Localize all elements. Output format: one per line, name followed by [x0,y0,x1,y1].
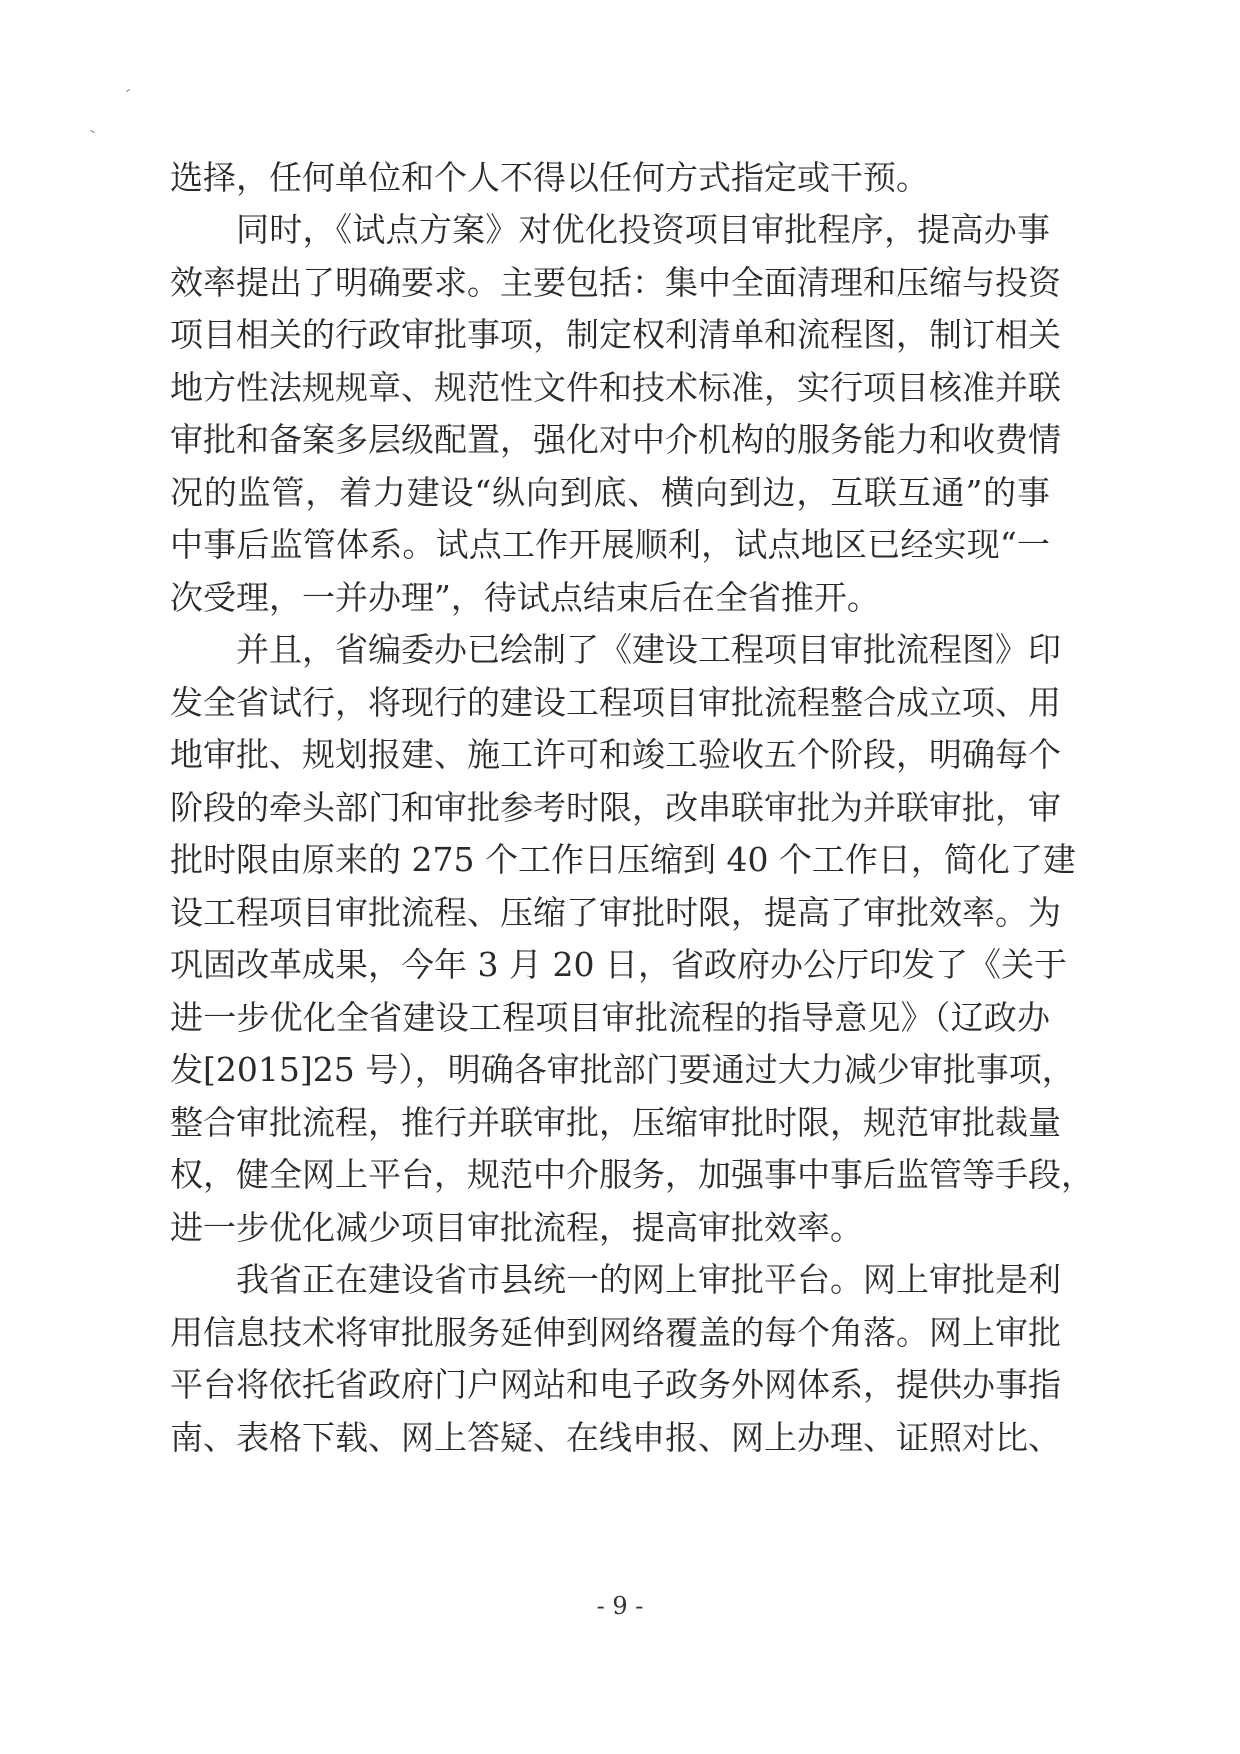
text-line: 项目相关的行政审批事项，制定权利清单和流程图，制订相关 [170,315,1061,354]
text-line: 地方性法规规章、规范性文件和技术标准，实行项目核准并联 [170,368,1061,407]
text-line: 发[2015]25 号），明确各审批部门要通过大力减少审批事项， [170,1050,1075,1089]
text-line: 设工程项目审批流程、压缩了审批时限，提高了审批效率。为 [170,893,1061,932]
text-line: 平台将依托省政府门户网站和电子政务外网体系，提供办事指 [170,1365,1061,1404]
text-line: 次受理，一并办理”，待试点结束后在全省推开。 [170,578,880,617]
text-line: 进一步优化全省建设工程项目审批流程的指导意见》（辽政办 [170,998,1050,1037]
text-line: 审批和备案多层级配置，强化对中介机构的服务能力和收费情 [170,420,1061,459]
text-line: 批时限由原来的 275 个工作日压缩到 40 个工作日，简化了建 [170,840,1076,879]
text-line: 发全省试行，将现行的建设工程项目审批流程整合成立项、用 [170,683,1061,722]
text-line: 选择，任何单位和个人不得以任何方式指定或干预。 [170,158,929,197]
text-line: 巩固改革成果，今年 3 月 20 日，省政府办公厅印发了《关于 [170,945,1067,984]
text-line: 效率提出了明确要求。主要包括：集中全面清理和压缩与投资 [170,263,1061,302]
text-line: 地审批、规划报建、施工许可和竣工验收五个阶段，明确每个 [170,735,1061,774]
scan-mark [90,130,95,133]
text-line: 阶段的牵头部门和审批参考时限，改串联审批为并联审批，审 [170,788,1061,827]
text-line: 用信息技术将审批服务延伸到网络覆盖的每个角落。网上审批 [170,1313,1061,1352]
paragraph-first-line: 我省正在建设省市县统一的网上审批平台。网上审批是利 [236,1260,1061,1299]
scan-mark [126,89,130,92]
text-line: 况的监管，着力建设“纵向到底、横向到边，互联互通”的事 [170,473,1050,512]
text-line: 中事后监管体系。试点工作开展顺利，试点地区已经实现“一 [170,525,1050,564]
text-line: 进一步优化减少项目审批流程，提高审批效率。 [170,1208,863,1247]
text-line: 权，健全网上平台，规范中介服务，加强事中事后监管等手段， [170,1155,1094,1194]
paragraph-first-line: 同时，《试点方案》对优化投资项目审批程序，提高办事 [236,210,1050,249]
text-line: 南、表格下载、网上答疑、在线申报、网上办理、证照对比、 [170,1418,1061,1457]
page-number: - 9 - [596,1592,644,1620]
paragraph-first-line: 并且，省编委办已绘制了《建设工程项目审批流程图》印 [236,630,1061,669]
text-line: 整合审批流程，推行并联审批，压缩审批时限，规范审批裁量 [170,1103,1061,1142]
